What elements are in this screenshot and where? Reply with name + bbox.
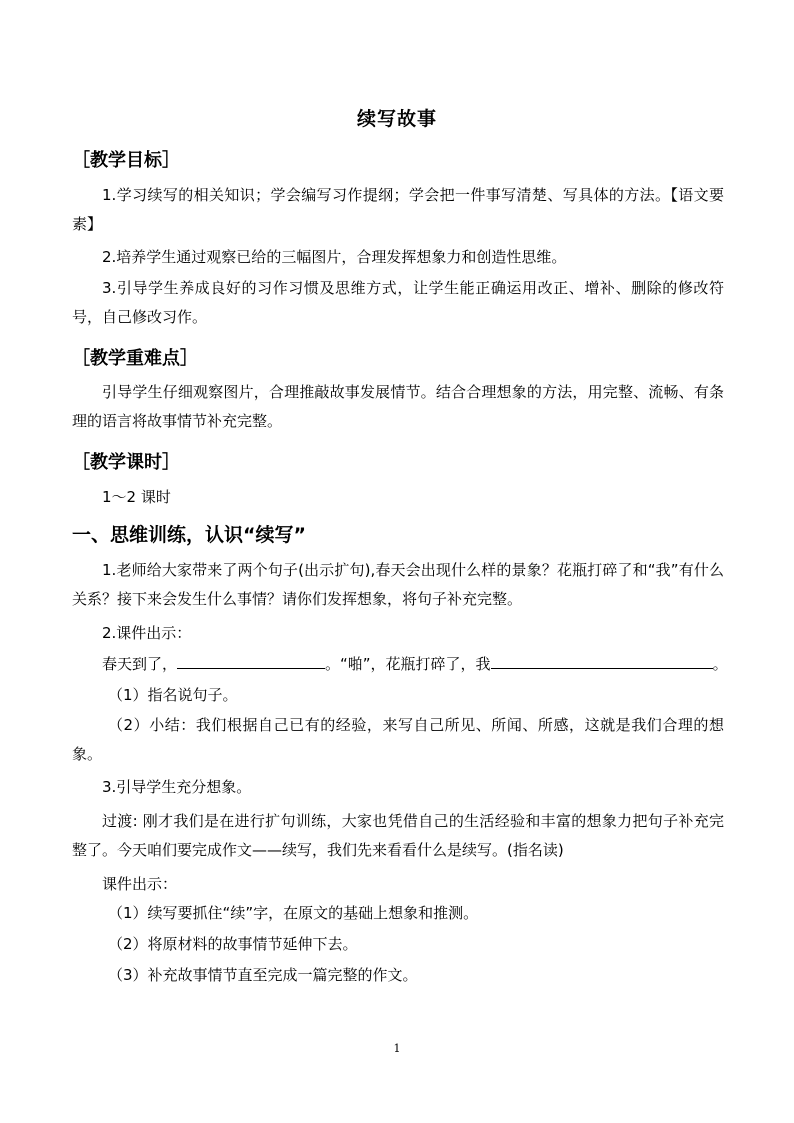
sub-item-2: （2）小结：我们根据自己已有的经验，来写自己所见、所闻、所感，这就是我们合理的想象。 xyxy=(72,716,724,763)
page-number: 1 xyxy=(393,1042,401,1055)
section-heading-objectives: ［教学目标］ xyxy=(72,150,180,171)
blank-line-1 xyxy=(177,654,325,669)
hours-text: 1～2 课时 xyxy=(102,488,171,506)
objective-item-2: 2.培养学生通过观察已给的三幅图片，合理发挥想象力和创造性思维。 xyxy=(102,248,567,266)
fill-in-sentence xyxy=(102,654,728,674)
part1-paragraph-2: 2.课件出示： xyxy=(102,624,192,642)
key-points-text: 引导学生仔细观察图片，合理推敲故事发展情节。结合合理想象的方法，用完整、流畅、有条理的语言将故事情节补充完整。 xyxy=(72,383,724,430)
objective-item-3: 3.引导学生养成良好的习作习惯及思维方式，让学生能正确运用改正、增补、删除的修改符号，自己修改习作。 xyxy=(72,279,724,326)
sub-item-1: （1）指名说句子。 xyxy=(108,686,238,704)
list-item-1: （1）续写要抓住“续”字，在原文的基础上想象和推测。 xyxy=(108,904,479,922)
objective-item-1: 1.学习续写的相关知识；学会编写习作提纲；学会把一件事写清楚、写具体的方法。【语文要素】 xyxy=(72,186,724,233)
part1-heading: 一、思维训练，认识“续写” xyxy=(72,524,306,546)
transition-paragraph: 过渡: 刚才我们是在进行扩句训练，大家也凭借自己的生活经验和丰富的想象力把句子补充完整了。今天咱们要完成作文——续写，我们先来看看什么是续写。(指名读) xyxy=(72,812,724,859)
list-item-3: （3）补充故事情节直至完成一篇完整的作文。 xyxy=(108,966,418,984)
part1-paragraph-1: 1.老师给大家带来了两个句子(出示扩句),春天会出现什么样的景象？花瓶打碎了和“我”有什么关系？接下来会发生什么事情？请你们发挥想象，将句子补充完整。 xyxy=(72,561,724,608)
sentence-part-a: 春天到了， xyxy=(102,655,178,673)
blank-line-2 xyxy=(491,654,713,669)
courseware-label: 课件出示： xyxy=(102,875,178,893)
section-heading-key-points: ［教学重难点］ xyxy=(72,348,198,369)
list-item-2: （2）将原材料的故事情节延伸下去。 xyxy=(108,935,358,953)
sentence-part-b: 。“啪”，花瓶打碎了，我 xyxy=(325,655,491,673)
part1-paragraph-3: 3.引导学生充分想象。 xyxy=(102,778,252,796)
sentence-end: 。 xyxy=(712,655,728,673)
section-heading-hours: ［教学课时］ xyxy=(72,452,180,473)
document-title: 续写故事 xyxy=(356,108,437,130)
